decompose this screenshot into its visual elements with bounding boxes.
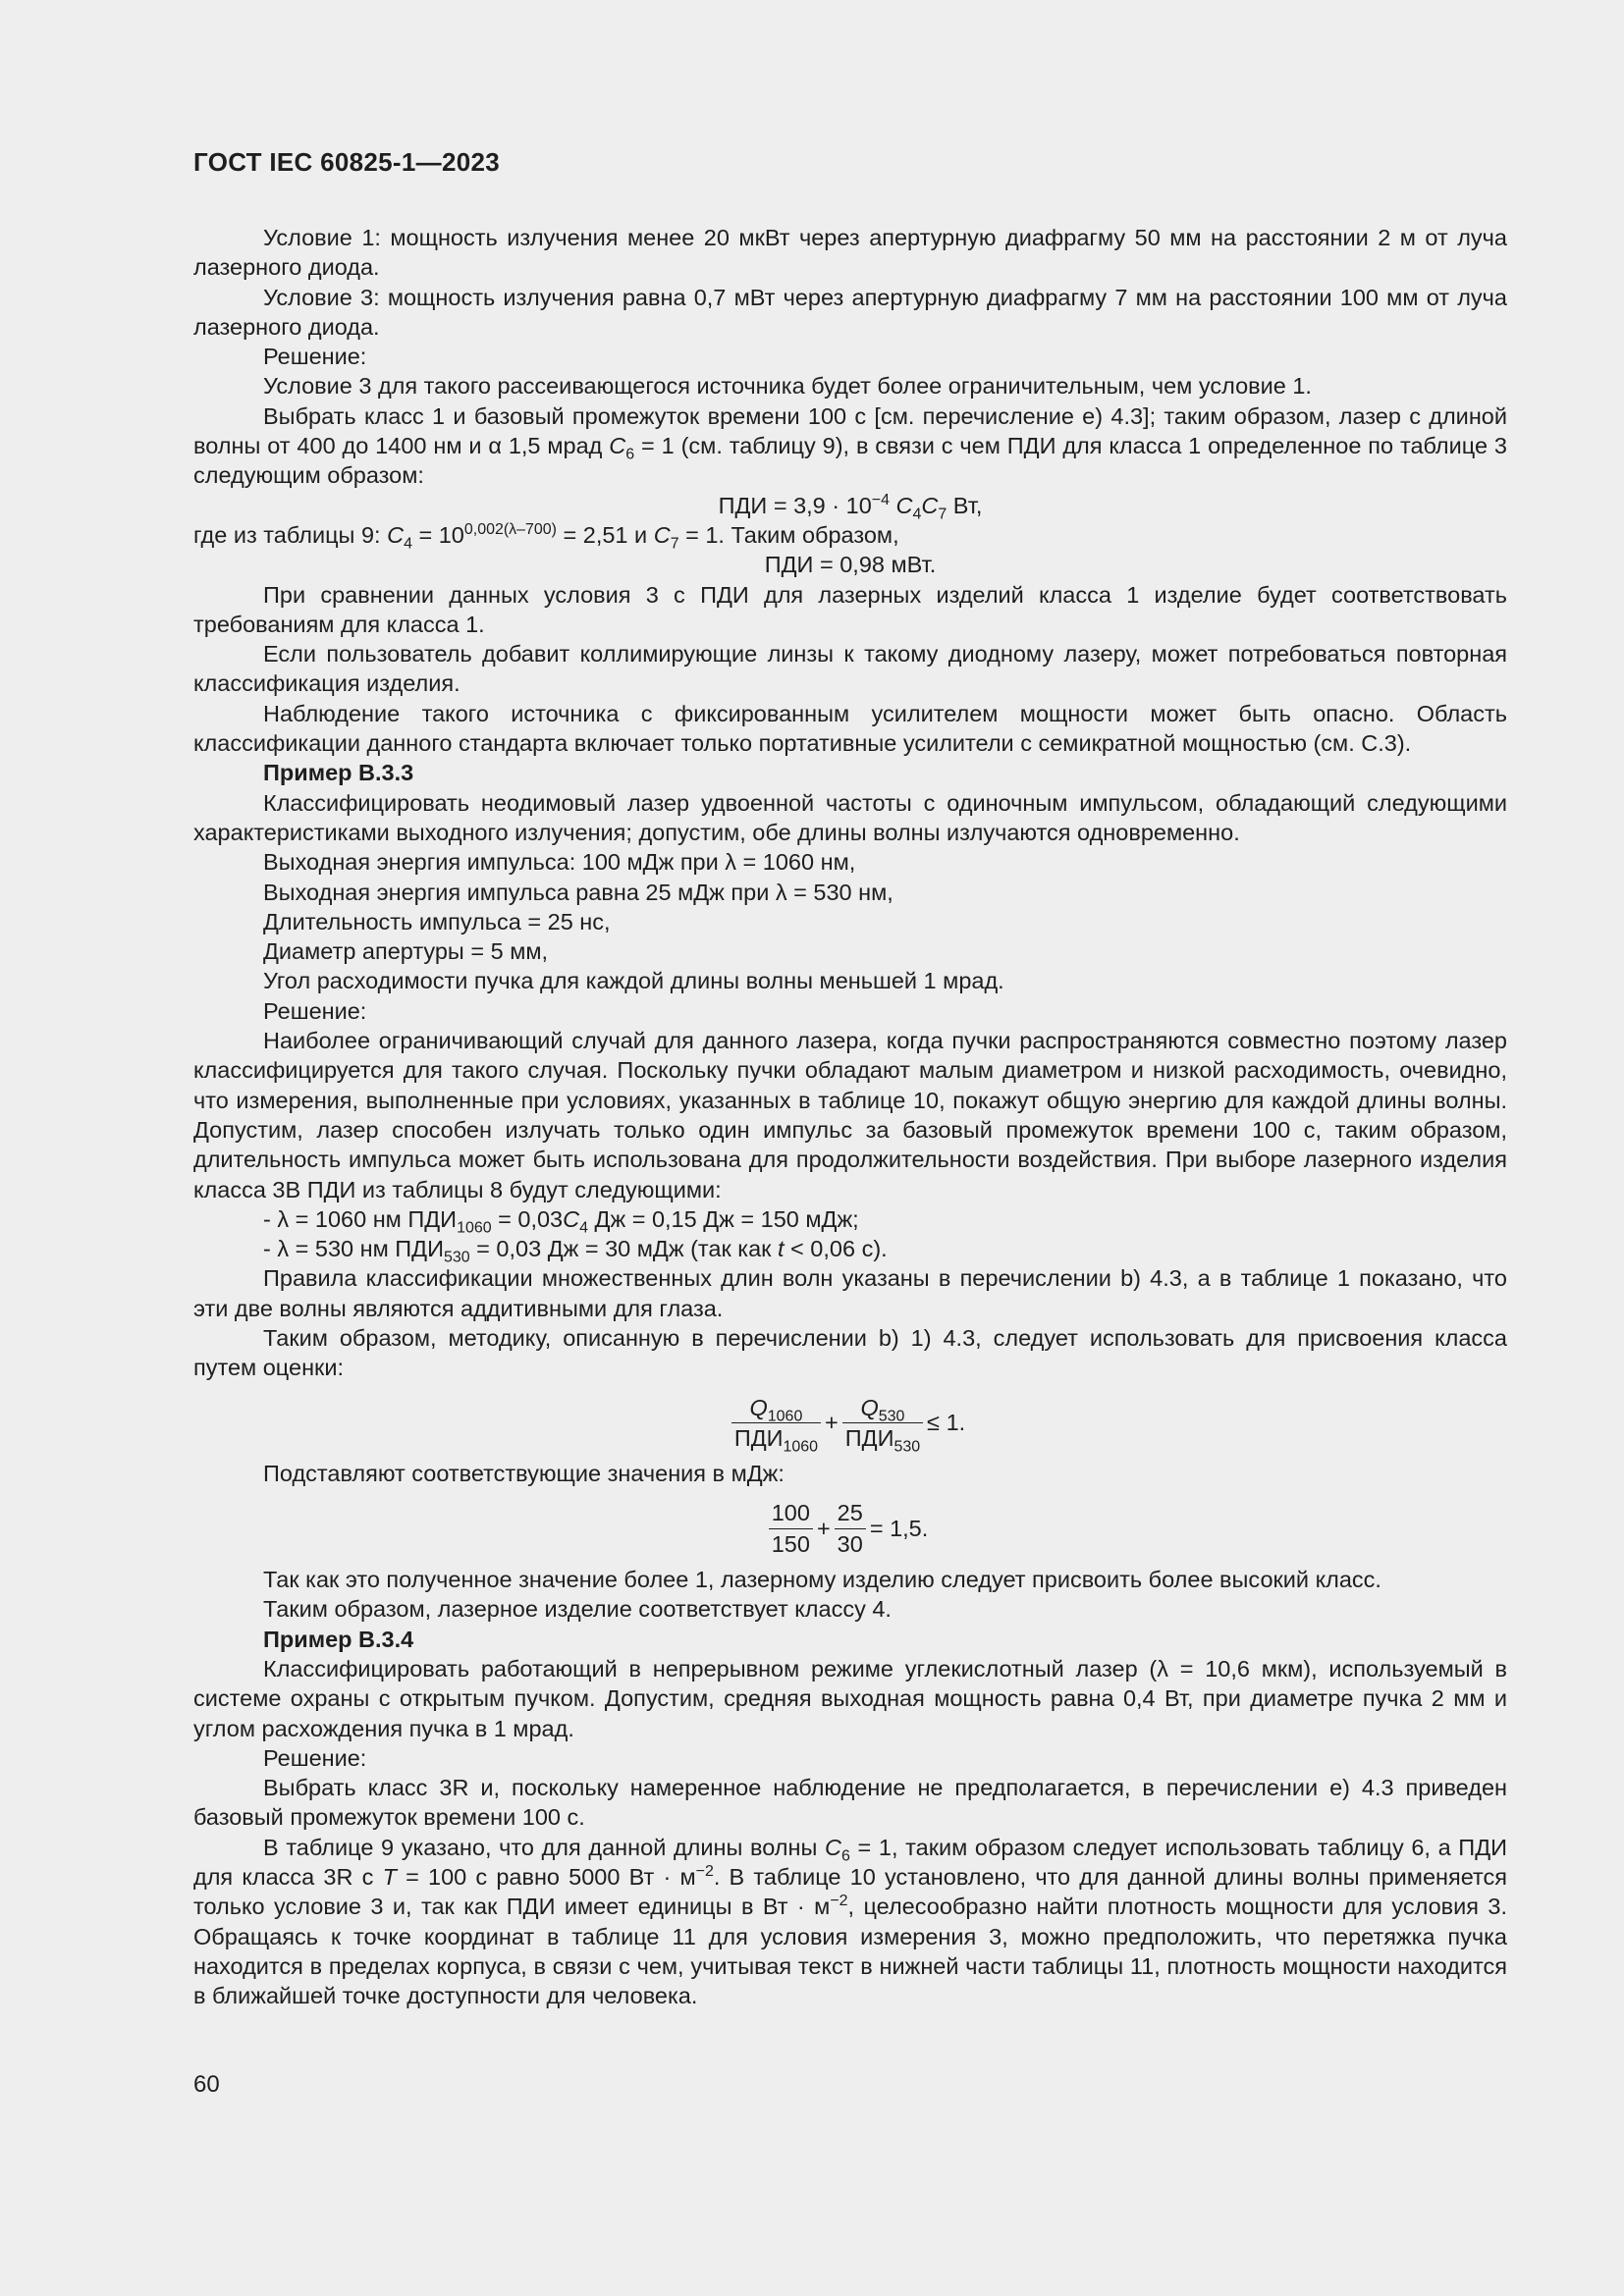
paragraph: Выходная энергия импульса: 100 мДж при λ = 1060 нм, [263,849,856,876]
paragraph: При сравнении данных условия 3 с ПДИ для лазерных изделий класса 1 изделие будет соответствовать требованиям для класса 1. [193,581,1507,637]
paragraph: Выбрать класс 3R и, поскольку намеренное наблюдение не предполагается, в перечислении е) 4.3 приведен базовый промежуток времени 100 с. [193,1775,1507,1831]
paragraph: Диаметр апертуры = 5 мм, [263,938,549,965]
equation-values: $\frac{100}{150}$ + $\frac{25}{30}$ = 1,5. [193,1498,1507,1559]
paragraph: Длительность импульса = 25 нс, [263,908,611,934]
paragraph: Условие 1: мощность излучения менее 20 мкВт через апертурную диафрагму 50 мм на расстоянии 2 м от луча лазерного диода. [193,225,1507,281]
formula-pdi: ПДИ = $3,9 \cdot 10^{-4}$ $C_4C_7$ Вт, [718,491,983,523]
example-heading: Пример В.3.4 [263,1626,414,1652]
paragraph: Классифицировать неодимовый лазер удвоенной частоты с одиночным импульсом, обладающий следующими характеристиками выходного излучения; допустим, обе длины волны излучаются одновременно. [193,789,1507,845]
paragraph: В таблице 9 указано, что для данной длины волны $C_6 = 1$, таким образом следует использовать таблицу 6, а ПДИ для класса 3R с T = 100 с равно 5000 Вт · $м^{-2}$. В таблице 10 установлено, что для данной длины волны применяется только условие 3 и, так как ПДИ имеет единицы в Вт · $м^{-2}$, целесообразно найти плотность мощности для условия 3. Обращаясь к точке координат в таблице 11 для условия измерения 3, можно предположить, что перетяжка пучка находится в пределах корпуса, в связи с чем, учитывая текст в нижней части таблицы 11, плотность мощности находится в ближайшей точке доступности для человека. [193,1834,1508,2009]
paragraph: Решение: [263,344,367,370]
document-body [193,223,1507,2011]
paragraph: Угол расходимости пучка для каждой длины волны меньшей 1 мрад. [263,968,1004,994]
document-header: ГОСТ IEC 60825-1—2023 [193,147,500,177]
paragraph: Если пользователь добавит коллимирующие линзы к такому диодному лазеру, может потребоваться повторная классификация изделия. [193,641,1507,697]
paragraph: Выбрать класс 1 и базовый промежуток времени 100 с [см. перечисление е) 4.3]; таким образом, лазер с длиной волны от 400 до 1400 нм и α 1,5 мрад $C_6 = 1$ (см. таблицу 9), в связи с чем ПДИ для класса 1 определенное по таблице 3 следующим образом: [193,402,1507,489]
paragraph: Таким образом, методику, описанную в перечислении b) 1) 4.3, следует использовать для присвоения класса путем оценки: [193,1324,1507,1381]
example-heading: Пример В.3.3 [263,760,414,786]
paragraph: Условие 3: мощность излучения равна 0,7 мВт через апертурную диафрагму 7 мм на расстоянии 100 мм от луча лазерного диода. [193,284,1507,340]
fraction: $\frac{100}{150}$ [769,1498,813,1559]
paragraph: Решение: [263,997,367,1024]
paragraph: Решение: [263,1744,367,1771]
paragraph: где из таблицы 9: $C_4 = 10^{0,002(\lambda-700)} = 2,51$ и $C_7 = 1$. Таким образом, [193,521,899,553]
list-item: - λ = 1060 нм $ПДИ_{1060} = 0,03C_4$ Дж = 0,15 Дж = 150 мДж; [263,1205,859,1237]
fraction: $\frac{Q_{530}}{ПДИ_{530}}$ [842,1393,923,1454]
paragraph: Выходная энергия импульса равна 25 мДж при λ = 530 нм, [263,879,893,905]
paragraph: Наиболее ограничивающий случай для данного лазера, когда пучки распространяются совместно поэтому лазер классифицируется для такого случая. Поскольку пучки обладают малым диаметром и низкой расходимость, очевидно, что измерения, выполненные при условиях, указанных в таблице 10, покажут общую энергию для каждой длины волны. Допустим, лазер способен излучать только один импульс за базовый промежуток времени 100 с, таким образом, длительность импульса может быть использована для продолжительности воздействия. При выборе лазерного изделия класса 3В ПДИ из таблицы 8 будут следующими: [193,1028,1507,1202]
page-number: 60 [193,2071,220,2098]
paragraph: Наблюдение такого источника с фиксированным усилителем мощности может быть опасно. Область классификации данного стандарта включает только портативные усилители с семикратной мощностью (см. С.3). [193,700,1507,757]
paragraph: Правила классификации множественных длин волн указаны в перечислении b) 4.3, а в таблице 1 показано, что эти две волны являются аддитивными для глаза. [193,1265,1507,1321]
list-item: - λ = 530 нм $ПДИ_{530} = 0,03$ Дж = 30 мДж (так как t < 0,06 с). [263,1236,888,1266]
fraction: $\frac{Q_{1060}}{ПДИ_{1060}}$ [731,1393,821,1454]
paragraph: Условие 3 для такого рассеивающегося источника будет более ограничительным, чем условие 1. [263,373,1312,400]
paragraph: Таким образом, лазерное изделие соответствует классу 4. [263,1596,892,1623]
equation-sum-ratio: $\frac{Q_{1060}}{ПДИ_{1060}}$ + $\frac{Q_{530}}{ПДИ_{530}}$ ≤ 1. [193,1393,1507,1454]
paragraph: Подставляют соответствующие значения в мДж: [263,1461,785,1487]
paragraph: Классифицировать работающий в непрерывном режиме углекислотный лазер (λ = 10,6 мкм), используемый в системе охраны с открытым пучком. Допустим, средняя выходная мощность равна 0,4 Вт, при диаметре пучка 2 мм и углом расхождения пучка в 1 мрад. [193,1655,1507,1741]
fraction: $\frac{25}{30}$ [835,1498,866,1559]
formula-result: ПДИ = 0,98 мВт. [764,552,937,578]
paragraph: Так как это полученное значение более 1, лазерному изделию следует присвоить более высокий класс. [263,1567,1381,1593]
